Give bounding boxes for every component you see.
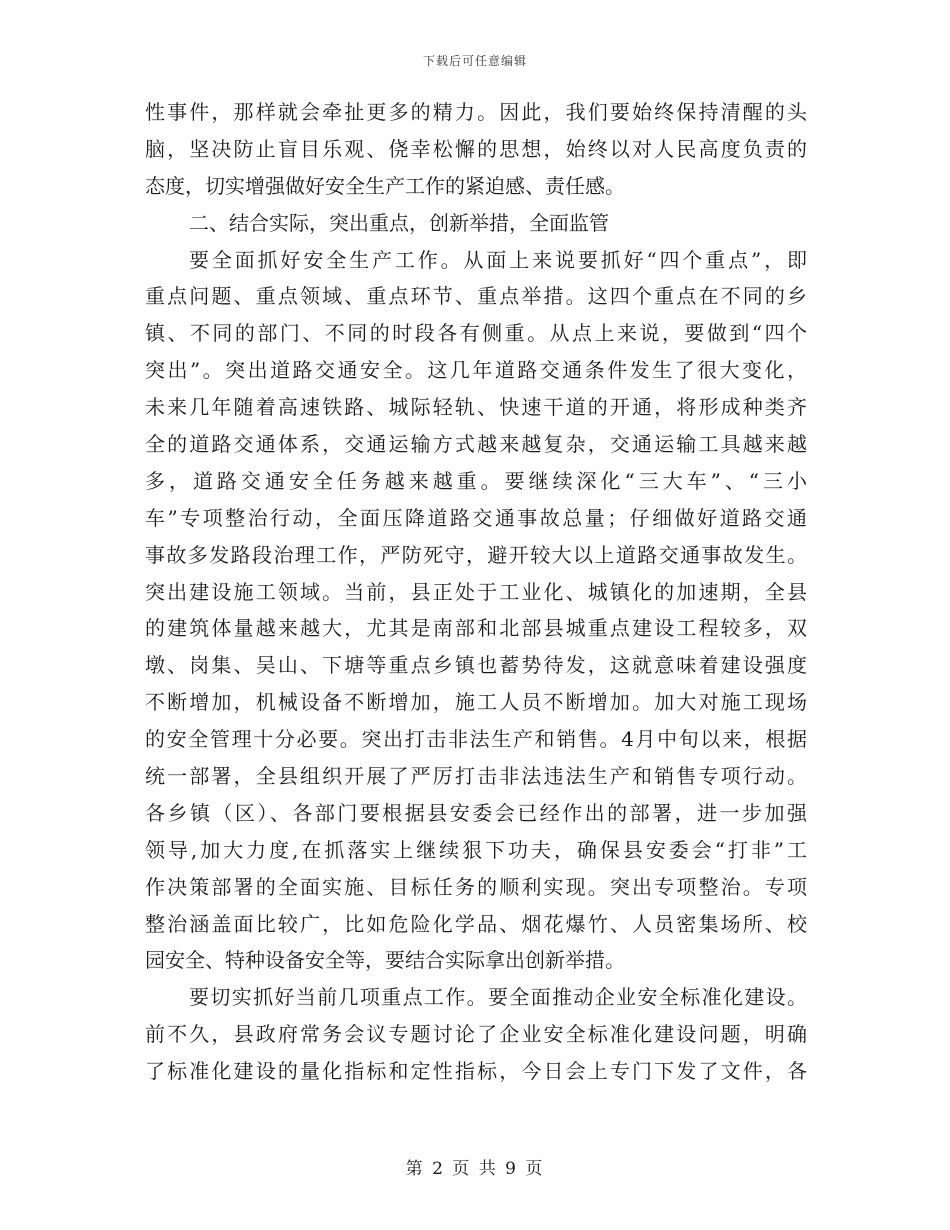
page-number-footer: 第 2 页 共 9 页 — [405, 1159, 545, 1179]
section-heading: 二、结合实际，突出重点，创新举措，全面监管 — [189, 210, 609, 235]
body-line: 前不久，县政府常务会议专题讨论了企业安全标准化建设问题，明确 — [145, 1022, 807, 1047]
page-header: 下载后可任意编辑 — [422, 54, 527, 68]
body-line: 车”专项整治行动，全面压降道路交通事故总量；仔细做好道路交通 — [145, 505, 807, 530]
document-body — [145, 94, 807, 1090]
body-line: 事故多发路段治理工作，严防死守，避开较大以上道路交通事故发生。 — [145, 542, 807, 567]
body-line: 的安全管理十分必要。突出打击非法生产和销售。4月中旬以来，根据 — [145, 727, 807, 752]
body-line: 了标准化建设的量化指标和定性指标，今日会上专门下发了文件，各 — [145, 1059, 807, 1084]
body-line: 不断增加，机械设备不断增加，施工人员不断增加。加大对施工现场 — [145, 690, 807, 715]
paragraph-first-line: 要全面抓好安全生产工作。从面上来说要抓好“四个重点”，即 — [189, 247, 807, 272]
body-line: 突出”。突出道路交通安全。这几年道路交通条件发生了很大变化， — [145, 358, 807, 383]
body-line: 镇、不同的部门、不同的时段各有侧重。从点上来说，要做到“四个 — [145, 321, 807, 346]
body-line: 的建筑体量越来越大，尤其是南部和北部县城重点建设工程较多，双 — [145, 616, 807, 641]
body-line: 脑，坚决防止盲目乐观、侥幸松懈的思想，始终以对人民高度负责的 — [145, 136, 807, 161]
body-line: 态度，切实增强做好安全生产工作的紧迫感、责任感。 — [145, 173, 625, 198]
body-line: 作决策部署的全面实施、目标任务的顺利实现。突出专项整治。专项 — [145, 874, 807, 899]
body-line: 整治涵盖面比较广，比如危险化学品、烟花爆竹、人员密集场所、校 — [145, 911, 807, 936]
body-line: 性事件，那样就会牵扯更多的精力。因此，我们要始终保持清醒的头 — [145, 100, 807, 124]
body-line: 墩、岗集、吴山、下塘等重点乡镇也蓄势待发，这就意味着建设强度 — [145, 653, 807, 678]
body-line: 未来几年随着高速铁路、城际轻轨、快速干道的开通，将形成种类齐 — [145, 395, 807, 420]
body-line: 领导,加大力度,在抓落实上继续狠下功夫，确保县安委会“打非”工 — [145, 837, 807, 862]
body-line: 多，道路交通安全任务越来越重。要继续深化“三大车”、“三小 — [145, 468, 807, 493]
body-line: 全的道路交通体系，交通运输方式越来越复杂，交通运输工具越来越 — [145, 432, 807, 457]
body-line: 园安全、特种设备安全等，要结合实际拿出创新举措。 — [145, 948, 625, 973]
body-line: 重点问题、重点领域、重点环节、重点举措。这四个重点在不同的乡 — [145, 284, 807, 309]
body-line: 统一部署，全县组织开展了严厉打击非法违法生产和销售专项行动。 — [145, 764, 807, 789]
paragraph-first-line: 要切实抓好当前几项重点工作。要全面推动企业安全标准化建设。 — [189, 985, 807, 1010]
body-line: 突出建设施工领域。当前，县正处于工业化、城镇化的加速期，全县 — [145, 579, 807, 604]
body-line: 各乡镇（区）、各部门要根据县安委会已经作出的部署，进一步加强 — [145, 800, 807, 825]
